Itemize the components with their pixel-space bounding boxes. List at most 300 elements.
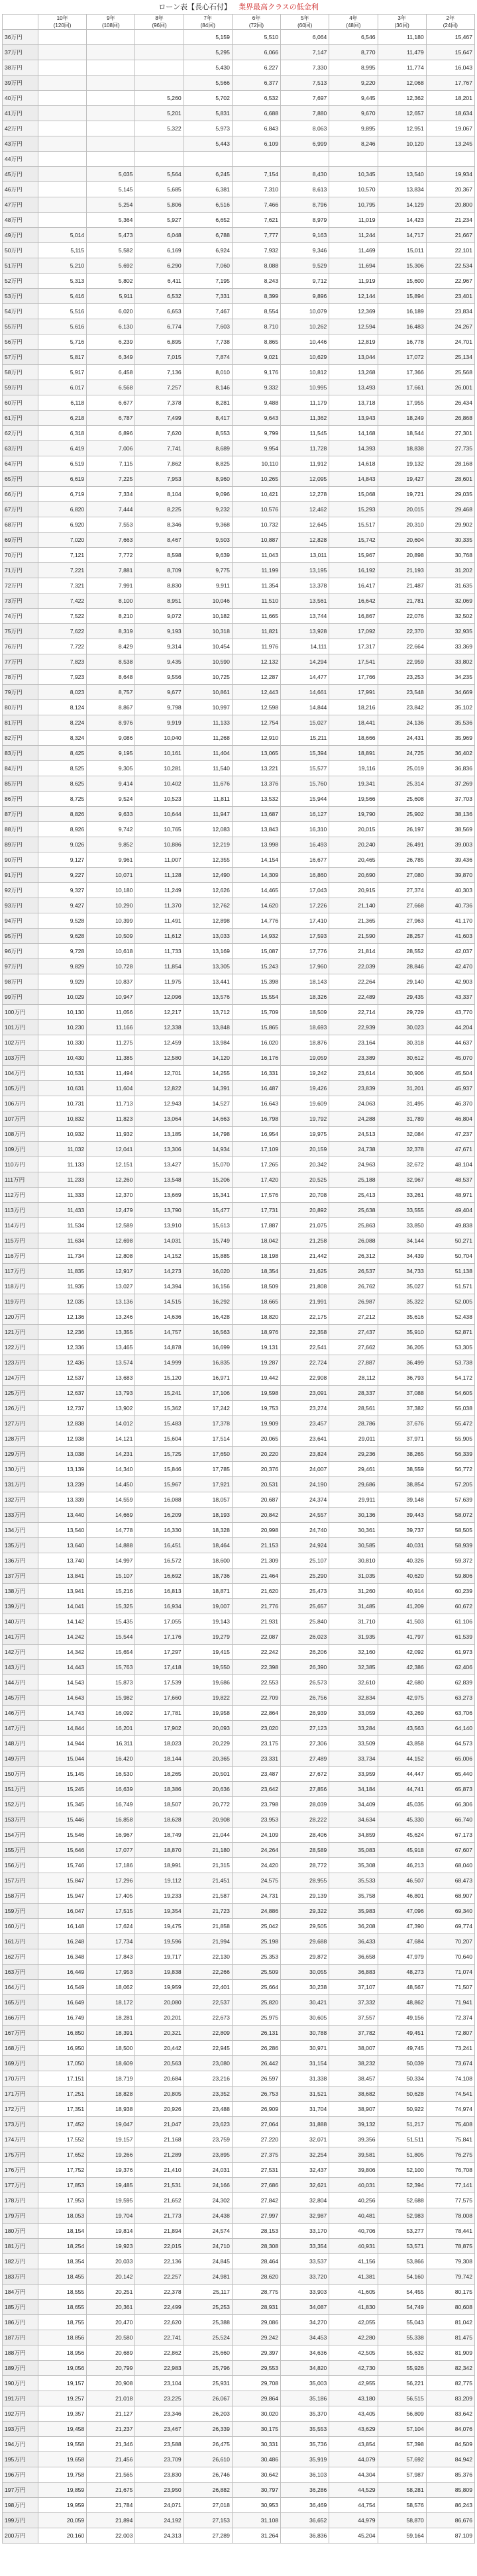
monthly-payment-cell: 5,510	[232, 30, 280, 45]
monthly-payment-cell: 15,600	[378, 274, 426, 289]
table-row	[3, 319, 475, 335]
monthly-payment-cell: 15,577	[281, 761, 329, 776]
monthly-payment-cell: 12,754	[232, 715, 280, 731]
monthly-payment-cell: 8,425	[38, 746, 87, 761]
monthly-payment-cell: 18,154	[38, 2224, 87, 2239]
monthly-payment-cell: 45,035	[378, 1797, 426, 1812]
subtitle-text: 業界最高クラスの低金利	[238, 3, 319, 11]
monthly-payment-cell: 20,365	[184, 1751, 232, 1767]
monthly-payment-cell: 11,713	[87, 1096, 135, 1111]
monthly-payment-cell: 23,253	[378, 670, 426, 685]
table-row	[3, 1188, 475, 1203]
monthly-payment-cell: 5,416	[38, 289, 87, 304]
table-row	[3, 898, 475, 913]
monthly-payment-cell: 28,601	[426, 472, 474, 487]
monthly-payment-cell: 30,331	[232, 2437, 280, 2452]
monthly-payment-cell: 7,932	[232, 243, 280, 258]
loan-amount-cell: 42万円	[3, 121, 38, 136]
monthly-payment-cell: 5,927	[135, 213, 184, 228]
monthly-payment-cell: 6,532	[135, 289, 184, 304]
monthly-payment-cell: 5,702	[184, 91, 232, 106]
monthly-payment-cell: 47,684	[378, 1934, 426, 1949]
monthly-payment-cell: 31,710	[329, 1614, 378, 1629]
monthly-payment-cell: 21,237	[87, 2422, 135, 2437]
monthly-payment-cell: 15,211	[281, 731, 329, 746]
table-row	[3, 1431, 475, 1447]
monthly-payment-cell: 30,642	[232, 2467, 280, 2483]
monthly-payment-cell: 31,108	[232, 2513, 280, 2528]
monthly-payment-cell: 19,047	[87, 2117, 135, 2132]
monthly-payment-cell: 16,127	[281, 807, 329, 822]
monthly-payment-cell: 25,117	[184, 2285, 232, 2300]
monthly-payment-cell	[87, 136, 135, 152]
monthly-payment-cell: 15,873	[87, 1675, 135, 1690]
monthly-payment-cell: 12,362	[378, 91, 426, 106]
monthly-payment-cell: 33,734	[329, 1751, 378, 1767]
monthly-payment-cell: 27,306	[281, 1736, 329, 1751]
monthly-payment-cell: 10,446	[281, 335, 329, 350]
monthly-payment-cell: 46,801	[378, 1888, 426, 1904]
monthly-payment-cell: 9,435	[135, 654, 184, 670]
monthly-payment-cell: 52,100	[378, 2163, 426, 2178]
monthly-payment-cell: 13,246	[87, 1310, 135, 1325]
monthly-payment-cell: 15,613	[184, 1218, 232, 1233]
monthly-payment-cell: 20,501	[184, 1767, 232, 1782]
monthly-payment-cell: 24,071	[135, 2498, 184, 2513]
header-payments: (48回)	[329, 22, 378, 30]
monthly-payment-cell: 17,092	[329, 624, 378, 639]
loan-amount-cell: 62万円	[3, 426, 38, 441]
loan-amount-cell: 49万円	[3, 228, 38, 243]
loan-amount-cell: 127万円	[3, 1416, 38, 1431]
monthly-payment-cell: 41,605	[329, 2285, 378, 2300]
monthly-payment-cell: 8,725	[38, 792, 87, 807]
monthly-payment-cell: 43,180	[329, 2391, 378, 2406]
monthly-payment-cell: 71,507	[426, 1980, 474, 1995]
monthly-payment-cell: 14,168	[329, 426, 378, 441]
monthly-payment-cell: 15,467	[426, 30, 474, 45]
monthly-payment-cell: 20,059	[38, 2513, 87, 2528]
loan-amount-cell: 79万円	[3, 685, 38, 700]
monthly-payment-cell: 15,394	[281, 746, 329, 761]
monthly-payment-cell: 7,621	[232, 213, 280, 228]
monthly-payment-cell: 69,774	[426, 1919, 474, 1934]
monthly-payment-cell: 25,931	[184, 2376, 232, 2391]
monthly-payment-cell: 35,003	[281, 2376, 329, 2391]
monthly-payment-cell: 20,805	[135, 2087, 184, 2102]
monthly-payment-cell: 13,843	[232, 822, 280, 837]
monthly-payment-cell: 31,495	[378, 1096, 426, 1111]
monthly-payment-cell: 38,007	[329, 2041, 378, 2056]
monthly-payment-cell: 16,971	[184, 1370, 232, 1386]
monthly-payment-cell: 43,770	[426, 1005, 474, 1020]
monthly-payment-cell: 5,260	[135, 91, 184, 106]
table-row	[3, 1203, 475, 1218]
loan-amount-cell: 36万円	[3, 30, 38, 45]
monthly-payment-cell: 8,976	[87, 715, 135, 731]
monthly-payment-cell: 17,109	[232, 1142, 280, 1157]
table-row	[3, 2178, 475, 2193]
monthly-payment-cell: 33,369	[426, 639, 474, 654]
monthly-payment-cell: 24,431	[378, 731, 426, 746]
monthly-payment-cell: 10,576	[232, 502, 280, 517]
monthly-payment-cell: 7,874	[184, 350, 232, 365]
monthly-payment-cell: 26,312	[329, 1249, 378, 1264]
monthly-payment-cell: 9,163	[281, 228, 329, 243]
monthly-payment-cell: 19,157	[38, 2376, 87, 2391]
monthly-payment-cell: 30,136	[329, 1508, 378, 1523]
monthly-payment-cell: 42,903	[426, 974, 474, 990]
monthly-payment-cell: 17,366	[378, 365, 426, 380]
monthly-payment-cell: 36,103	[281, 2467, 329, 2483]
monthly-payment-cell: 15,647	[426, 45, 474, 60]
monthly-payment-cell: 34,270	[281, 2315, 329, 2330]
monthly-payment-cell: 6,130	[87, 319, 135, 335]
monthly-payment-cell: 12,336	[38, 1340, 87, 1355]
loan-amount-cell: 142万円	[3, 1645, 38, 1660]
monthly-payment-cell: 9,314	[135, 639, 184, 654]
monthly-payment-cell: 25,664	[232, 1980, 280, 1995]
monthly-payment-cell: 5,582	[87, 243, 135, 258]
loan-amount-cell: 194万円	[3, 2437, 38, 2452]
loan-amount-cell: 182万円	[3, 2254, 38, 2269]
monthly-payment-cell: 10,421	[232, 487, 280, 502]
monthly-payment-cell: 23,953	[232, 1812, 280, 1828]
table-row	[3, 1142, 475, 1157]
monthly-payment-cell: 21,625	[281, 1264, 329, 1279]
monthly-payment-cell: 34,184	[329, 1782, 378, 1797]
monthly-payment-cell: 26,442	[232, 2056, 280, 2071]
monthly-payment-cell: 40,620	[378, 1569, 426, 1584]
monthly-payment-cell: 10,631	[38, 1081, 87, 1096]
table-row	[3, 2391, 475, 2406]
monthly-payment-cell: 84,942	[426, 2452, 474, 2467]
loan-amount-cell: 153万円	[3, 1812, 38, 1828]
monthly-payment-cell: 6,719	[38, 487, 87, 502]
monthly-payment-cell: 13,239	[38, 1477, 87, 1492]
monthly-payment-cell: 32,621	[281, 2178, 329, 2193]
monthly-payment-cell: 39,148	[378, 1492, 426, 1508]
monthly-payment-cell: 14,012	[87, 1416, 135, 1431]
loan-amount-cell: 174万円	[3, 2132, 38, 2147]
monthly-payment-cell: 22,257	[135, 2269, 184, 2285]
monthly-payment-cell: 19,658	[38, 2452, 87, 2467]
monthly-payment-cell: 9,445	[329, 91, 378, 106]
monthly-payment-cell: 5,692	[87, 258, 135, 274]
monthly-payment-cell: 7,136	[135, 365, 184, 380]
monthly-payment-cell: 7,422	[38, 593, 87, 609]
monthly-payment-cell: 12,737	[38, 1401, 87, 1416]
monthly-payment-cell: 5,159	[184, 30, 232, 45]
monthly-payment-cell: 9,742	[87, 822, 135, 837]
monthly-payment-cell: 30,020	[232, 2406, 280, 2422]
loan-amount-cell: 155万円	[3, 1843, 38, 1858]
loan-amount-cell: 53万円	[3, 289, 38, 304]
monthly-payment-cell	[135, 136, 184, 152]
monthly-payment-cell: 21,140	[329, 898, 378, 913]
monthly-payment-cell: 24,007	[281, 1462, 329, 1477]
monthly-payment-cell: 25,019	[378, 761, 426, 776]
monthly-payment-cell: 6,999	[281, 136, 329, 152]
monthly-payment-cell: 39,443	[378, 1508, 426, 1523]
monthly-payment-cell: 8,867	[87, 700, 135, 715]
monthly-payment-cell: 26,131	[232, 2026, 280, 2041]
monthly-payment-cell: 16,563	[184, 1325, 232, 1340]
monthly-payment-cell: 24,313	[135, 2528, 184, 2544]
monthly-payment-cell: 86,243	[426, 2498, 474, 2513]
monthly-payment-cell: 22,175	[281, 1310, 329, 1325]
monthly-payment-cell: 10,046	[184, 593, 232, 609]
monthly-payment-cell: 17,960	[281, 959, 329, 974]
monthly-payment-cell: 15,306	[378, 258, 426, 274]
monthly-payment-cell: 19,233	[135, 1888, 184, 1904]
monthly-payment-cell: 27,220	[232, 2132, 280, 2147]
monthly-payment-cell: 6,318	[38, 426, 87, 441]
monthly-payment-cell: 13,841	[38, 1569, 87, 1584]
monthly-payment-cell: 32,254	[281, 2147, 329, 2163]
monthly-payment-cell: 29,140	[378, 974, 426, 990]
monthly-payment-cell: 24,109	[232, 1828, 280, 1843]
table-row	[3, 2193, 475, 2208]
monthly-payment-cell: 7,772	[87, 548, 135, 563]
monthly-payment-cell	[87, 91, 135, 106]
loan-amount-cell: 90万円	[3, 852, 38, 868]
table-row	[3, 502, 475, 517]
monthly-payment-cell: 13,532	[232, 792, 280, 807]
monthly-payment-cell: 8,826	[38, 807, 87, 822]
monthly-payment-cell: 68,040	[426, 1858, 474, 1873]
monthly-payment-cell: 18,820	[232, 1310, 280, 1325]
monthly-payment-cell: 13,744	[281, 609, 329, 624]
monthly-payment-cell: 49,745	[378, 2041, 426, 2056]
monthly-payment-cell: 12,236	[38, 1325, 87, 1340]
monthly-payment-cell: 29,729	[378, 1005, 426, 1020]
monthly-payment-cell: 17,624	[87, 1919, 135, 1934]
table-row	[3, 1416, 475, 1431]
monthly-payment-cell: 20,142	[87, 2269, 135, 2285]
monthly-payment-cell: 12,436	[38, 1355, 87, 1370]
loan-amount-cell: 91万円	[3, 868, 38, 883]
monthly-payment-cell: 11,734	[38, 1249, 87, 1264]
monthly-payment-cell: 20,465	[329, 852, 378, 868]
loan-amount-cell: 119万円	[3, 1294, 38, 1310]
monthly-payment-cell: 17,106	[184, 1386, 232, 1401]
monthly-payment-cell: 7,147	[281, 45, 329, 60]
monthly-payment-cell: 8,979	[281, 213, 329, 228]
monthly-payment-cell: 15,325	[87, 1599, 135, 1614]
loan-amount-cell: 159万円	[3, 1904, 38, 1919]
monthly-payment-cell: 11,821	[232, 624, 280, 639]
monthly-payment-cell: 28,846	[378, 959, 426, 974]
monthly-payment-cell: 9,954	[232, 441, 280, 456]
monthly-payment-cell: 16,950	[38, 2041, 87, 2056]
monthly-payment-cell: 41,503	[378, 1614, 426, 1629]
monthly-payment-cell: 22,809	[184, 2026, 232, 2041]
monthly-payment-cell: 15,243	[232, 959, 280, 974]
monthly-payment-cell: 84,509	[426, 2437, 474, 2452]
monthly-payment-cell: 48,104	[426, 1157, 474, 1172]
monthly-payment-cell: 14,669	[87, 1508, 135, 1523]
header-payments: (120回)	[38, 22, 87, 30]
monthly-payment-cell: 26,610	[184, 2452, 232, 2467]
monthly-payment-cell: 10,725	[184, 670, 232, 685]
monthly-payment-cell: 17,317	[329, 639, 378, 654]
monthly-payment-cell: 28,039	[281, 1797, 329, 1812]
monthly-payment-cell: 40,303	[426, 883, 474, 898]
monthly-payment-cell: 12,626	[184, 883, 232, 898]
monthly-payment-cell: 21,451	[184, 1873, 232, 1888]
monthly-payment-cell: 59,372	[426, 1553, 474, 1569]
loan-amount-cell: 192万円	[3, 2406, 38, 2422]
monthly-payment-cell: 44,447	[378, 1767, 426, 1782]
monthly-payment-cell: 23,091	[281, 1386, 329, 1401]
monthly-payment-cell: 57,104	[378, 2422, 426, 2437]
monthly-payment-cell: 13,268	[329, 365, 378, 380]
monthly-payment-cell: 18,666	[329, 731, 378, 746]
monthly-payment-cell: 42,280	[329, 2330, 378, 2345]
monthly-payment-cell: 13,928	[281, 624, 329, 639]
monthly-payment-cell: 10,265	[232, 472, 280, 487]
monthly-payment-cell: 17,265	[232, 1157, 280, 1172]
monthly-payment-cell: 15,746	[38, 1858, 87, 1873]
monthly-payment-cell: 9,026	[38, 837, 87, 852]
monthly-payment-cell: 16,148	[38, 1919, 87, 1934]
monthly-payment-cell: 29,035	[426, 487, 474, 502]
loan-amount-cell: 197万円	[3, 2483, 38, 2498]
monthly-payment-cell: 27,289	[184, 2528, 232, 2544]
monthly-payment-cell: 23,588	[135, 2437, 184, 2452]
monthly-payment-cell: 15,027	[281, 715, 329, 731]
monthly-payment-cell: 9,895	[329, 121, 378, 136]
monthly-payment-cell: 15,517	[329, 517, 378, 533]
monthly-payment-cell: 14,527	[184, 1096, 232, 1111]
table-row	[3, 1949, 475, 1965]
monthly-payment-cell: 32,069	[426, 593, 474, 609]
table-row	[3, 1782, 475, 1797]
monthly-payment-cell: 25,509	[232, 1965, 280, 1980]
loan-amount-cell: 131万円	[3, 1477, 38, 1492]
monthly-payment-cell: 15,120	[135, 1370, 184, 1386]
monthly-payment-cell: 14,661	[281, 685, 329, 700]
monthly-payment-cell: 31,035	[329, 1569, 378, 1584]
monthly-payment-cell: 20,361	[87, 2300, 135, 2315]
monthly-payment-cell: 14,121	[87, 1431, 135, 1447]
monthly-payment-cell: 9,176	[232, 365, 280, 380]
header-years: 8年	[135, 15, 184, 23]
table-row	[3, 1569, 475, 1584]
monthly-payment-cell: 11,179	[281, 395, 329, 411]
monthly-payment-cell	[38, 152, 87, 167]
monthly-payment-cell: 7,991	[87, 578, 135, 593]
monthly-payment-cell: 6,118	[38, 395, 87, 411]
loan-amount-cell: 101万円	[3, 1020, 38, 1035]
monthly-payment-cell: 8,088	[232, 258, 280, 274]
table-row	[3, 1980, 475, 1995]
table-row	[3, 289, 475, 304]
monthly-payment-cell: 15,483	[135, 1416, 184, 1431]
table-row	[3, 639, 475, 654]
table-row	[3, 243, 475, 258]
monthly-payment-cell: 24,063	[329, 1096, 378, 1111]
monthly-payment-cell: 28,112	[329, 1370, 378, 1386]
monthly-payment-cell: 18,871	[184, 1584, 232, 1599]
monthly-payment-cell: 6,920	[38, 517, 87, 533]
table-row	[3, 1264, 475, 1279]
monthly-payment-cell: 8,757	[87, 685, 135, 700]
monthly-payment-cell: 7,225	[87, 472, 135, 487]
monthly-payment-cell: 25,863	[329, 1218, 378, 1233]
monthly-payment-cell: 23,274	[281, 1401, 329, 1416]
loan-amount-cell: 50万円	[3, 243, 38, 258]
monthly-payment-cell: 10,861	[184, 685, 232, 700]
monthly-payment-cell: 19,257	[38, 2391, 87, 2406]
monthly-payment-cell: 42,975	[378, 1690, 426, 1706]
monthly-payment-cell: 19,958	[184, 1706, 232, 1721]
table-row	[3, 1127, 475, 1142]
monthly-payment-cell: 7,777	[232, 228, 280, 243]
monthly-payment-cell: 54,160	[378, 2269, 426, 2285]
monthly-payment-cell: 14,888	[87, 1538, 135, 1553]
monthly-payment-cell: 37,382	[378, 1401, 426, 1416]
monthly-payment-cell: 46,507	[378, 1873, 426, 1888]
loan-amount-cell: 78万円	[3, 670, 38, 685]
monthly-payment-cell: 15,947	[38, 1888, 87, 1904]
monthly-payment-cell: 18,544	[378, 426, 426, 441]
monthly-payment-cell: 34,144	[378, 1233, 426, 1249]
table-row	[3, 944, 475, 959]
monthly-payment-cell: 8,023	[38, 685, 87, 700]
monthly-payment-cell: 9,368	[184, 517, 232, 533]
monthly-payment-cell: 20,321	[135, 2026, 184, 2041]
monthly-payment-cell: 36,652	[281, 2513, 329, 2528]
loan-amount-cell: 186万円	[3, 2315, 38, 2330]
monthly-payment-cell: 11,244	[329, 228, 378, 243]
loan-amount-cell: 58万円	[3, 365, 38, 380]
monthly-payment-cell: 36,836	[426, 761, 474, 776]
monthly-payment-cell: 19,704	[87, 2208, 135, 2224]
monthly-payment-cell: 7,310	[232, 182, 280, 197]
monthly-payment-cell: 80,175	[426, 2285, 474, 2300]
monthly-payment-cell: 36,658	[329, 1949, 378, 1965]
monthly-payment-cell: 24,192	[135, 2513, 184, 2528]
loan-amount-cell: 97万円	[3, 959, 38, 974]
monthly-payment-cell: 19,458	[38, 2422, 87, 2437]
loan-amount-cell: 117万円	[3, 1264, 38, 1279]
monthly-payment-cell: 14,643	[38, 1690, 87, 1706]
monthly-payment-cell: 8,710	[232, 319, 280, 335]
monthly-payment-cell: 17,418	[135, 1660, 184, 1675]
monthly-payment-cell: 23,331	[232, 1751, 280, 1767]
loan-amount-cell: 68万円	[3, 517, 38, 533]
monthly-payment-cell: 28,552	[378, 944, 426, 959]
monthly-payment-cell: 39,356	[329, 2132, 378, 2147]
monthly-payment-cell: 17,991	[329, 685, 378, 700]
monthly-payment-cell: 14,743	[38, 1706, 87, 1721]
monthly-payment-cell: 7,467	[184, 304, 232, 319]
monthly-payment-cell: 18,956	[38, 2345, 87, 2361]
table-row	[3, 776, 475, 792]
monthly-payment-cell: 9,639	[184, 548, 232, 563]
monthly-payment-cell: 28,775	[232, 2285, 280, 2300]
table-row	[3, 2452, 475, 2467]
loan-amount-cell: 146万円	[3, 1706, 38, 1721]
monthly-payment-cell: 10,886	[135, 837, 184, 852]
table-row	[3, 1096, 475, 1111]
monthly-payment-cell: 85,809	[426, 2483, 474, 2498]
monthly-payment-cell: 23,401	[426, 289, 474, 304]
monthly-payment-cell: 13,427	[135, 1157, 184, 1172]
monthly-payment-cell: 11,199	[232, 563, 280, 578]
